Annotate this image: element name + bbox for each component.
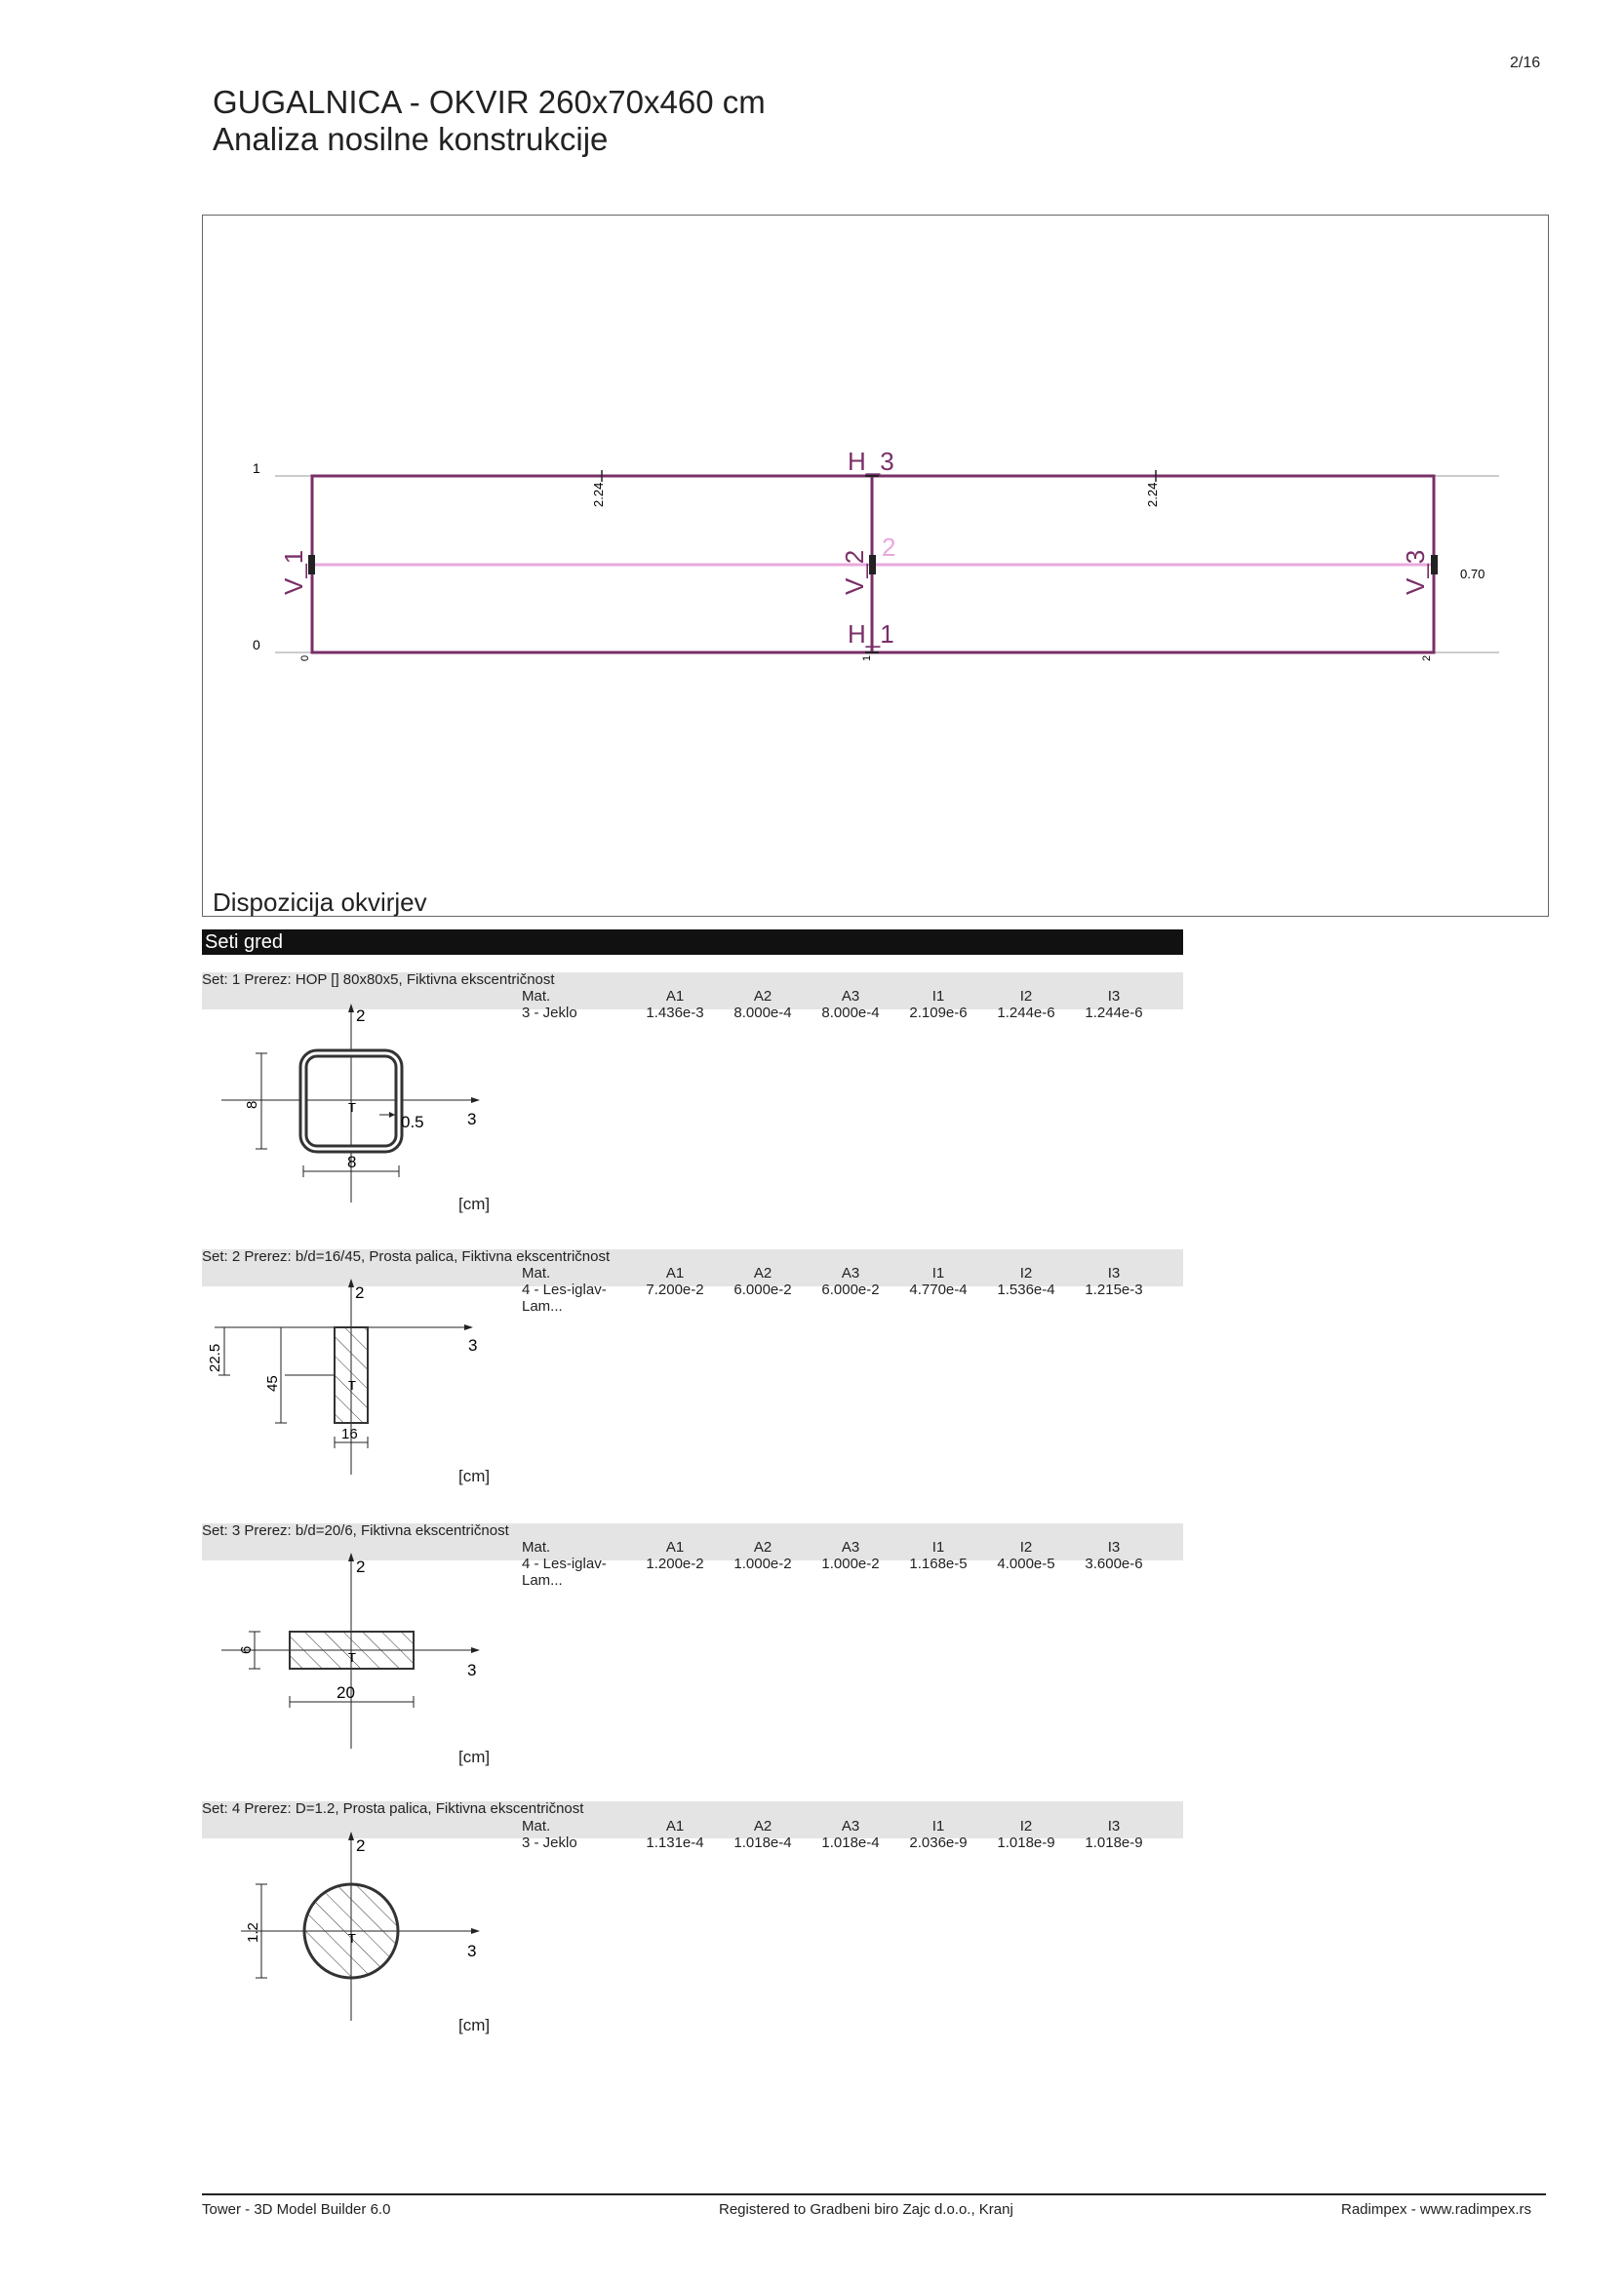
svg-text:16: 16: [341, 1426, 358, 1442]
svg-text:2: 2: [1421, 654, 1433, 661]
svg-text:45: 45: [264, 1375, 281, 1392]
set-4-unit: [cm]: [458, 2016, 491, 2034]
svg-text:6: 6: [238, 1645, 255, 1654]
page-number: 2/16: [1510, 55, 1541, 71]
page-title: [213, 84, 766, 158]
svg-text:0.5: 0.5: [401, 1113, 424, 1131]
svg-text:T: T: [348, 1650, 356, 1665]
set-2-section-drawing: [195, 1275, 517, 1479]
svg-text:2: 2: [356, 1558, 366, 1576]
set-1-section-drawing: [202, 1000, 524, 1224]
label-v2: V_2: [840, 549, 869, 595]
label-node-2: 2: [882, 533, 896, 562]
set-2-header: Set: 2 Prerez: b/d=16/45, Prosta palica, Fiktivna ekscentričnost: [202, 1248, 611, 1265]
svg-text:1: 1: [861, 654, 873, 661]
svg-text:2: 2: [356, 1006, 366, 1025]
diagram-caption: Dispozicija okvirjev: [213, 888, 427, 917]
set-3-header: Set: 3 Prerez: b/d=20/6, Fiktivna ekscentričnost: [202, 1522, 509, 1539]
svg-text:3: 3: [467, 1942, 477, 1960]
svg-text:8: 8: [244, 1100, 260, 1109]
set-2-unit: [cm]: [458, 1467, 491, 1485]
svg-text:3: 3: [467, 1661, 477, 1679]
svg-text:20: 20: [337, 1683, 355, 1702]
set-3-table: Mat. A1 A2 A3 I1 I2 I3 4 - Les-iglav-Lam... 1.200e-2 1.000e-2 1.000e-2 1.168e-5 4.000e-5 3.600e-6: [522, 1539, 1143, 1589]
set-1-table: Mat. A1 A2 A3 I1 I2 I3 3 - Jeklo 1.436e-3 8.000e-4 8.000e-4 2.109e-6 1.244e-6 1.244e-6: [522, 988, 1143, 1021]
set-3-unit: [cm]: [458, 1748, 491, 1766]
svg-text:0: 0: [299, 654, 311, 661]
set-1-header: Set: 1 Prerez: HOP [] 80x80x5, Fiktivna ekscentričnost: [202, 971, 555, 988]
footer-center: Registered to Gradbeni biro Zajc d.o.o., Kranj: [719, 2201, 1013, 2218]
svg-text:T: T: [348, 1378, 356, 1393]
label-v1: V_1: [279, 549, 308, 595]
svg-text:1.2: 1.2: [245, 1922, 261, 1943]
set-4-section-drawing: [202, 1828, 524, 2023]
set-3-section-drawing: [202, 1549, 524, 1754]
footer-right: Radimpex - www.radimpex.rs: [1341, 2201, 1532, 2218]
dim-right: 2.24: [1145, 482, 1160, 507]
footer-divider: [202, 2193, 1546, 2195]
label-h1: H_1: [848, 619, 894, 649]
label-h3: H_3: [848, 447, 894, 476]
level-label-top: 1: [253, 460, 260, 476]
svg-text:22.5: 22.5: [207, 1343, 223, 1372]
svg-text:3: 3: [467, 1110, 477, 1128]
level-label-bottom: 0: [253, 637, 260, 652]
svg-text:T: T: [348, 1931, 356, 1946]
support-marker-right: [1431, 555, 1438, 574]
set-1-unit: [cm]: [458, 1195, 491, 1213]
section-title: Seti gred: [202, 929, 1183, 955]
svg-text:2: 2: [355, 1283, 365, 1302]
set-2-table: Mat. A1 A2 A3 I1 I2 I3 4 - Les-iglav-Lam... 7.200e-2 6.000e-2 6.000e-2 4.770e-4 1.536e-4 1.215e-3: [522, 1265, 1143, 1315]
svg-text:8: 8: [347, 1153, 357, 1171]
set-4-header: Set: 4 Prerez: D=1.2, Prosta palica, Fiktivna ekscentričnost: [202, 1800, 584, 1817]
support-marker-left: [308, 555, 315, 574]
footer-left: Tower - 3D Model Builder 6.0: [202, 2201, 391, 2218]
svg-text:T: T: [348, 1100, 356, 1115]
title-line-2: Analiza nosilne konstrukcije: [213, 121, 609, 157]
frame-diagram: [202, 215, 1548, 917]
label-v3: V_3: [1401, 549, 1430, 595]
support-marker-mid: [869, 555, 876, 574]
svg-text:2: 2: [356, 1836, 366, 1855]
dim-left: 2.24: [591, 482, 606, 507]
dim-height: 0.70: [1460, 567, 1485, 581]
svg-text:3: 3: [468, 1336, 478, 1355]
title-line-1: GUGALNICA - OKVIR 260x70x460 cm: [213, 84, 766, 120]
set-4-table: Mat. A1 A2 A3 I1 I2 I3 3 - Jeklo 1.131e-4 1.018e-4 1.018e-4 2.036e-9 1.018e-9 1.018e-9: [522, 1818, 1143, 1851]
